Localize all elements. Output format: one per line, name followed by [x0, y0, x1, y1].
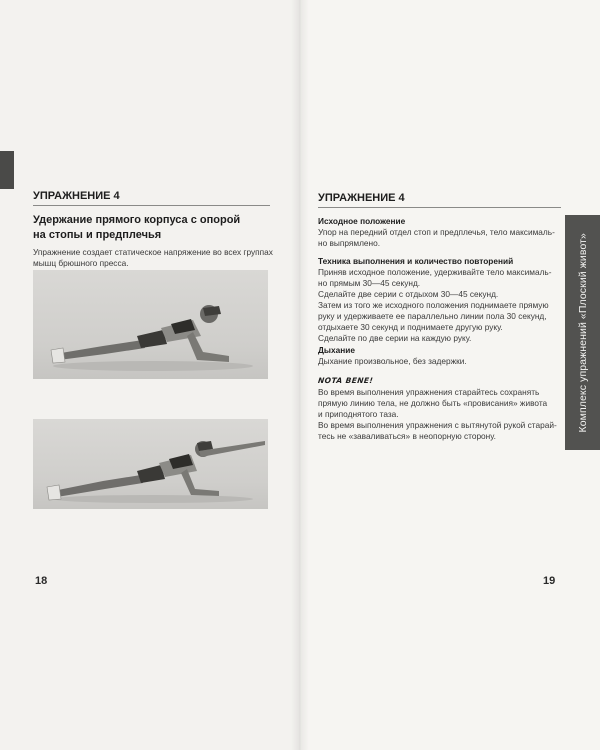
left-exercise-title: УПРАЖНЕНИЕ 4 [33, 190, 120, 202]
plank-photo [33, 270, 268, 379]
section-body-technique: Приняв исходное положение, удерживайте тело максималь- но прямым 30—45 секунд. Сделайте две серии с отдыхом 30—45 секунд. Затем из того же исходного положения поднимаете прямую руку и удерживаете ее параллельно линии пола 30 секунд, отдыхаете 30 секунд и поднимаете другую руку. Сделайте по две серии на каждую руку. [318, 267, 552, 343]
right-title-rule [318, 207, 561, 208]
page-number-left: 18 [35, 575, 48, 587]
book-gutter [291, 0, 309, 750]
left-page-edge-tab [0, 151, 14, 189]
page-number-right: 19 [543, 575, 556, 587]
plank-figure-illustration [33, 270, 268, 379]
left-title-rule [33, 205, 270, 206]
nota-bene-label: NOTA BENE! [317, 376, 374, 385]
section-heading-technique: Техника выполнения и количество повторений [318, 256, 514, 266]
exercise-subtitle: Удержание прямого корпуса с опорой на стопы и предплечья [33, 214, 241, 241]
plank-arm-raise-figure-illustration [33, 419, 268, 509]
exercise-intro: Упражнение создает статическое напряжение во всех группах мышц брюшного пресса. [33, 247, 273, 268]
section-heading-breathing: Дыхание [318, 345, 355, 355]
plank-arm-raise-photo [33, 419, 268, 509]
section-tab-label: Комплекс упражнений «Плоский живот» [576, 232, 589, 433]
section-heading-start-position: Исходное положение [318, 216, 406, 226]
section-body-start-position: Упор на передний отдел стоп и предплечья, тело максималь- но выпрямлено. [318, 227, 555, 248]
section-body-breathing: Дыхание произвольное, без задержки. [318, 356, 467, 366]
right-exercise-title: УПРАЖНЕНИЕ 4 [318, 192, 405, 204]
nota-bene-body: Во время выполнения упражнения старайтесь сохранять прямую линию тела, не должно быть «провисания» живота и приподнятого таза. Во время выполнения упражнения с вытянутой рукой старай- тесь не «заваливаться» в неопорную сторону. [318, 387, 557, 441]
right-page [300, 0, 600, 750]
